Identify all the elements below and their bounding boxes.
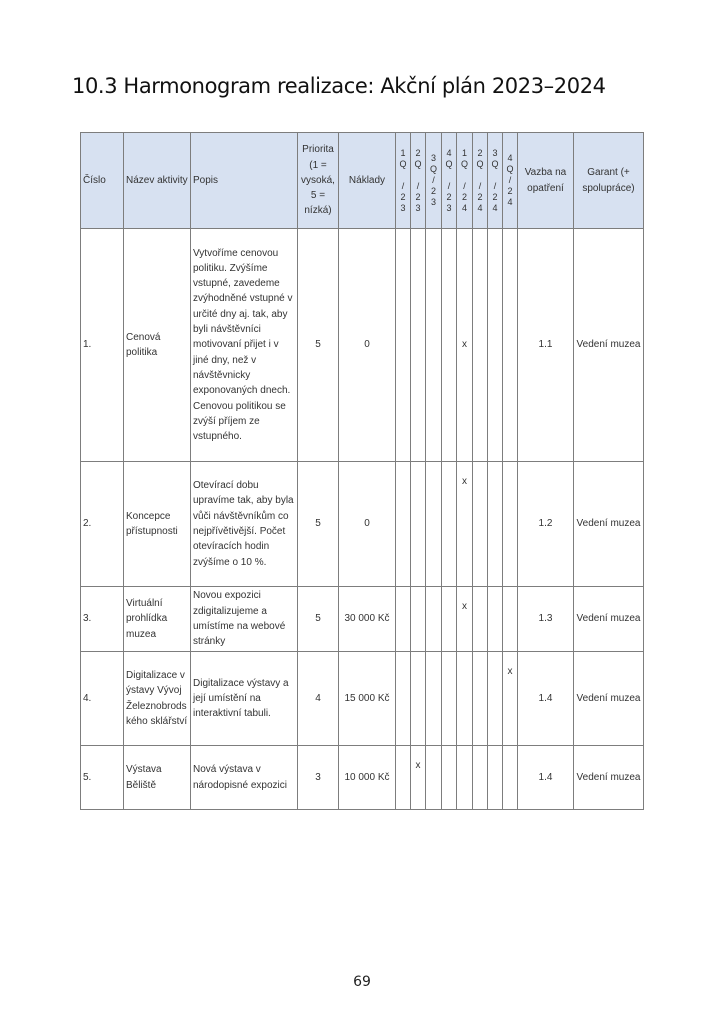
header-priorita: Priorita (1 = vysoká, 5 = nízká) — [298, 133, 339, 229]
cell-nazev: Cenová politika — [124, 229, 191, 462]
cell-quarter — [473, 462, 488, 587]
cell-popis: Otevírací dobu upravíme tak, aby byla vůči návštěvníkům co nejpřívětivější. Počet otevíracích hodin zvýšíme o 10 %. — [191, 462, 298, 587]
cell-vazba: 1.4 — [518, 746, 574, 810]
cell-cislo: 4. — [81, 652, 124, 746]
cell-vazba: 1.4 — [518, 652, 574, 746]
cell-quarter — [457, 746, 473, 810]
cell-naklady: 30 000 Kč — [339, 587, 396, 652]
header-nazev: Název aktivity — [124, 133, 191, 229]
cell-naklady: 10 000 Kč — [339, 746, 396, 810]
cell-quarter — [442, 746, 457, 810]
cell-quarter — [426, 746, 442, 810]
cell-popis: Digitalizace výstavy a její umístění na interaktivní tabuli. — [191, 652, 298, 746]
cell-priorita: 5 — [298, 462, 339, 587]
cell-quarter — [411, 462, 426, 587]
cell-popis: Novou expozici zdigitalizujeme a umístíme na webové stránky — [191, 587, 298, 652]
cell-cislo: 2. — [81, 462, 124, 587]
cell-quarter — [488, 462, 503, 587]
cell-quarter — [426, 652, 442, 746]
cell-quarter — [396, 462, 411, 587]
cell-nazev: Koncepce přístupnosti — [124, 462, 191, 587]
cell-quarter — [488, 652, 503, 746]
cell-quarter — [488, 229, 503, 462]
cell-quarter — [473, 652, 488, 746]
table-row — [81, 587, 644, 652]
table-row — [81, 229, 644, 462]
cell-quarter — [426, 229, 442, 462]
cell-priorita: 4 — [298, 652, 339, 746]
page-title: 10.3 Harmonogram realizace: Akční plán 2023–2024 — [72, 74, 606, 98]
cell-naklady: 15 000 Kč — [339, 652, 396, 746]
cell-quarter: x — [411, 746, 426, 810]
cell-naklady: 0 — [339, 462, 396, 587]
cell-quarter: x — [457, 462, 473, 587]
header-naklady: Náklady — [339, 133, 396, 229]
header-popis: Popis — [191, 133, 298, 229]
cell-vazba: 1.3 — [518, 587, 574, 652]
table-row — [81, 746, 644, 810]
table-row — [81, 652, 644, 746]
cell-nazev: Výstava Běliště — [124, 746, 191, 810]
cell-quarter — [473, 746, 488, 810]
cell-garant: Vedení muzea — [574, 229, 644, 462]
cell-quarter — [396, 652, 411, 746]
cell-quarter — [473, 229, 488, 462]
cell-cislo: 3. — [81, 587, 124, 652]
cell-popis: Nová výstava v národopisné expozici — [191, 746, 298, 810]
cell-quarter — [442, 587, 457, 652]
cell-quarter — [488, 587, 503, 652]
cell-quarter — [488, 746, 503, 810]
cell-vazba: 1.1 — [518, 229, 574, 462]
cell-quarter — [396, 746, 411, 810]
header-quarter-4q24: 4 Q / 2 4 — [503, 133, 518, 229]
cell-quarter — [426, 462, 442, 587]
cell-quarter — [503, 229, 518, 462]
cell-quarter — [411, 652, 426, 746]
cell-priorita: 5 — [298, 587, 339, 652]
cell-quarter — [442, 652, 457, 746]
cell-priorita: 5 — [298, 229, 339, 462]
page-number: 69 — [353, 974, 371, 990]
cell-quarter — [503, 746, 518, 810]
cell-quarter — [411, 587, 426, 652]
cell-garant: Vedení muzea — [574, 462, 644, 587]
header-quarter-4q23: 4 Q / 2 3 — [442, 133, 457, 229]
cell-quarter — [457, 652, 473, 746]
cell-quarter — [426, 587, 442, 652]
header-garant: Garant (+ spolupráce) — [574, 133, 644, 229]
cell-popis: Vytvoříme cenovou politiku. Zvýšíme vstupné, zavedeme zvýhodněné vstupné v určité dny aj. tak, aby byli návštěvníci motivovaní přijet i v jiné dny, než v návštěvnicky exponovaných dnech. Cenovou politikou se zvýší příjem ze vstupného. — [191, 229, 298, 462]
header-quarter-3q24: 3 Q / 2 4 — [488, 133, 503, 229]
header-quarter-3q23: 3 Q / 2 3 — [426, 133, 442, 229]
header-cislo: Číslo — [81, 133, 124, 229]
cell-quarter — [503, 587, 518, 652]
cell-garant: Vedení muzea — [574, 587, 644, 652]
cell-nazev: Virtuální prohlídka muzea — [124, 587, 191, 652]
header-vazba: Vazba na opatření — [518, 133, 574, 229]
cell-cislo: 5. — [81, 746, 124, 810]
cell-garant: Vedení muzea — [574, 746, 644, 810]
cell-quarter: x — [457, 229, 473, 462]
header-quarter-1q24: 1 Q / 2 4 — [457, 133, 473, 229]
cell-quarter — [503, 462, 518, 587]
cell-quarter — [442, 229, 457, 462]
cell-priorita: 3 — [298, 746, 339, 810]
cell-cislo: 1. — [81, 229, 124, 462]
cell-quarter — [442, 462, 457, 587]
cell-naklady: 0 — [339, 229, 396, 462]
header-quarter-1q23: 1 Q / 2 3 — [396, 133, 411, 229]
cell-quarter — [411, 229, 426, 462]
cell-vazba: 1.2 — [518, 462, 574, 587]
table-header-row — [81, 133, 644, 229]
action-plan-table — [80, 132, 644, 810]
header-quarter-2q23: 2 Q / 2 3 — [411, 133, 426, 229]
cell-quarter: x — [503, 652, 518, 746]
header-quarter-2q24: 2 Q / 2 4 — [473, 133, 488, 229]
cell-garant: Vedení muzea — [574, 652, 644, 746]
cell-nazev: Digitalizace výstavy Vývoj Železnobrodského sklářství — [124, 652, 191, 746]
cell-quarter — [396, 229, 411, 462]
cell-quarter — [473, 587, 488, 652]
table-row — [81, 462, 644, 587]
cell-quarter — [396, 587, 411, 652]
cell-quarter: x — [457, 587, 473, 652]
